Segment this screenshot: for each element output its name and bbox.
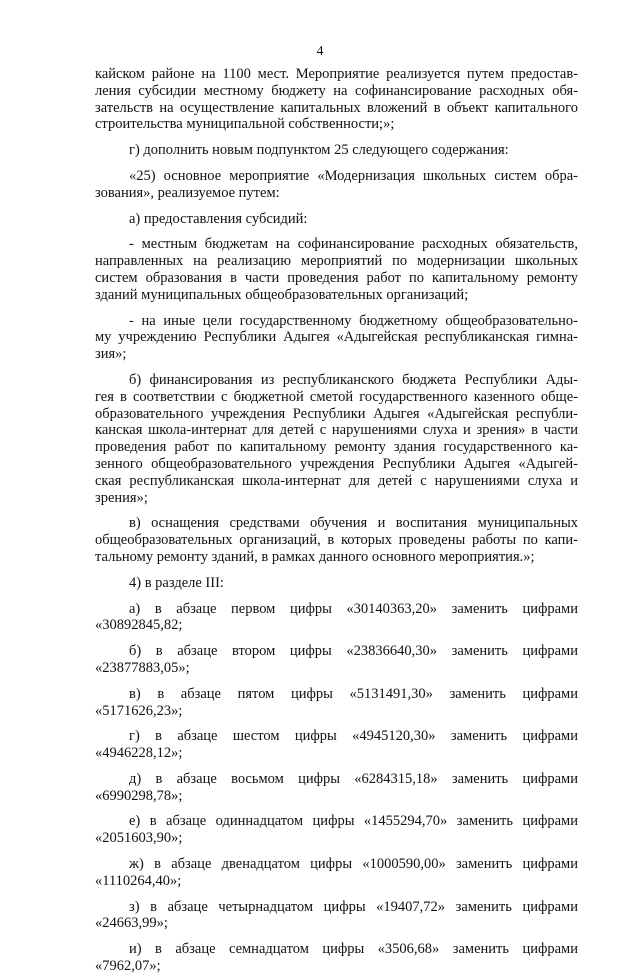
text-line: б) в абзаце втором цифры «23836640,30» заменить цифрами: [129, 643, 578, 660]
text-line: д) в абзаце восьмом цифры «6284315,18» заменить цифрами: [129, 770, 578, 787]
text-line: «24663,99»;: [95, 915, 168, 932]
paragraph-subitem-g: [95, 142, 578, 159]
text-line: б) финансирования из республиканского бюджета Республики Ады-: [129, 371, 578, 388]
text-line: г) дополнить новым подпунктом 25 следующего содержания:: [129, 142, 509, 159]
page-number: 4: [316, 44, 324, 59]
text-line: общеобразовательных организаций, в которых проведены работы по капи-: [95, 532, 578, 549]
text-line: ж) в абзаце двенадцатом цифры «1000590,00» заменить цифрами: [129, 856, 578, 873]
text-line: зрения»;: [95, 489, 148, 506]
text-line: зенного общеобразовательного учреждения Республики Адыгея «Адыгей-: [95, 455, 578, 472]
list-item: [95, 601, 578, 635]
text-line: 4) в разделе III:: [129, 574, 224, 591]
text-line: и) в абзаце семнадцатом цифры «3506,68» заменить цифрами: [129, 941, 578, 958]
text-line: е) в абзаце одиннадцатом цифры «1455294,70» заменить цифрами: [129, 813, 578, 830]
text-line: «4946228,12»;: [95, 745, 183, 762]
paragraph-item-b: [95, 372, 578, 506]
text-line: в) оснащения средствами обучения и воспитания муниципальных: [129, 515, 578, 532]
text-line: г) в абзаце шестом цифры «4945120,30» заменить цифрами: [129, 728, 578, 745]
text-line: направленных на реализацию мероприятий по модернизации школьных: [95, 253, 578, 270]
paragraph-local-budgets: [95, 236, 578, 303]
list-item: [95, 686, 578, 720]
text-line: а) предоставления субсидий:: [129, 210, 308, 227]
text-line: образовательного учреждения Республики Адыгея «Адыгейская республи-: [95, 405, 578, 422]
list-item: [95, 771, 578, 805]
list-item: [95, 643, 578, 677]
text-line: - местным бюджетам на софинансирование расходных обязательств,: [129, 236, 578, 253]
text-line: зданий муниципальных общеобразовательных организаций;: [95, 286, 469, 303]
text-line: гея в соответствии с бюджетной сметой государственного казенного обще-: [95, 388, 578, 405]
text-line: «30892845,82;: [95, 617, 183, 634]
text-line: зательств на осуществление капитальных вложений в объект капитального: [95, 99, 578, 116]
text-line: «6990298,78»;: [95, 787, 183, 804]
text-line: кайском районе на 1100 мест. Мероприятие реализуется путем предостав-: [95, 66, 578, 82]
text-line: «25) основное мероприятие «Модернизация школьных систем обра-: [129, 167, 578, 184]
paragraph-continuation: [95, 66, 578, 133]
text-line: систем образования в части проведения работ по капитальному ремонту: [95, 269, 578, 286]
paragraph-item-v: [95, 515, 578, 565]
paragraph-item-a: [95, 211, 578, 228]
text-line: му учреждению Республики Адыгея «Адыгейская республиканская гимна-: [95, 329, 578, 346]
text-line: «5171626,23»;: [95, 702, 183, 719]
text-line: а) в абзаце первом цифры «30140363,20» заменить цифрами: [129, 600, 578, 617]
paragraph-item-25: [95, 168, 578, 202]
text-line: в) в абзаце пятом цифры «5131491,30» заменить цифрами: [129, 685, 578, 702]
list-item: [95, 813, 578, 847]
list-item: [95, 856, 578, 890]
list-item: [95, 941, 578, 975]
text-line: «2051603,90»;: [95, 830, 183, 847]
text-line: зия»;: [95, 346, 127, 363]
text-line: - на иные цели государственному бюджетному общеобразовательно-: [129, 312, 578, 329]
text-line: з) в абзаце четырнадцатом цифры «19407,72» заменить цифрами: [129, 898, 578, 915]
text-line: канская школа-интернат для детей с нарушениями слуха и зрения» в части: [95, 422, 578, 439]
text-line: «7962,07»;: [95, 958, 161, 975]
text-line: тальному ремонту зданий, в рамках данного основного мероприятия.»;: [95, 548, 535, 565]
text-line: проведения работ по капитальному ремонту здания государственного ка-: [95, 439, 578, 456]
text-line: «23877883,05»;: [95, 659, 190, 676]
text-line: зования», реализуемое путем:: [95, 184, 280, 201]
text-line: ская республиканская школа-интернат для детей с нарушениями слуха и: [95, 472, 578, 489]
list-item: [95, 899, 578, 933]
list-item: [95, 728, 578, 762]
text-line: строительства муниципальной собственности;»;: [95, 116, 395, 133]
text-line: «1110264,40»;: [95, 872, 182, 889]
text-line: ления субсидии местному бюджету на софинансирование расходных обя-: [95, 82, 578, 99]
paragraph-section-3: [95, 575, 578, 592]
document-body: [95, 66, 578, 975]
paragraph-other-purposes: [95, 313, 578, 363]
